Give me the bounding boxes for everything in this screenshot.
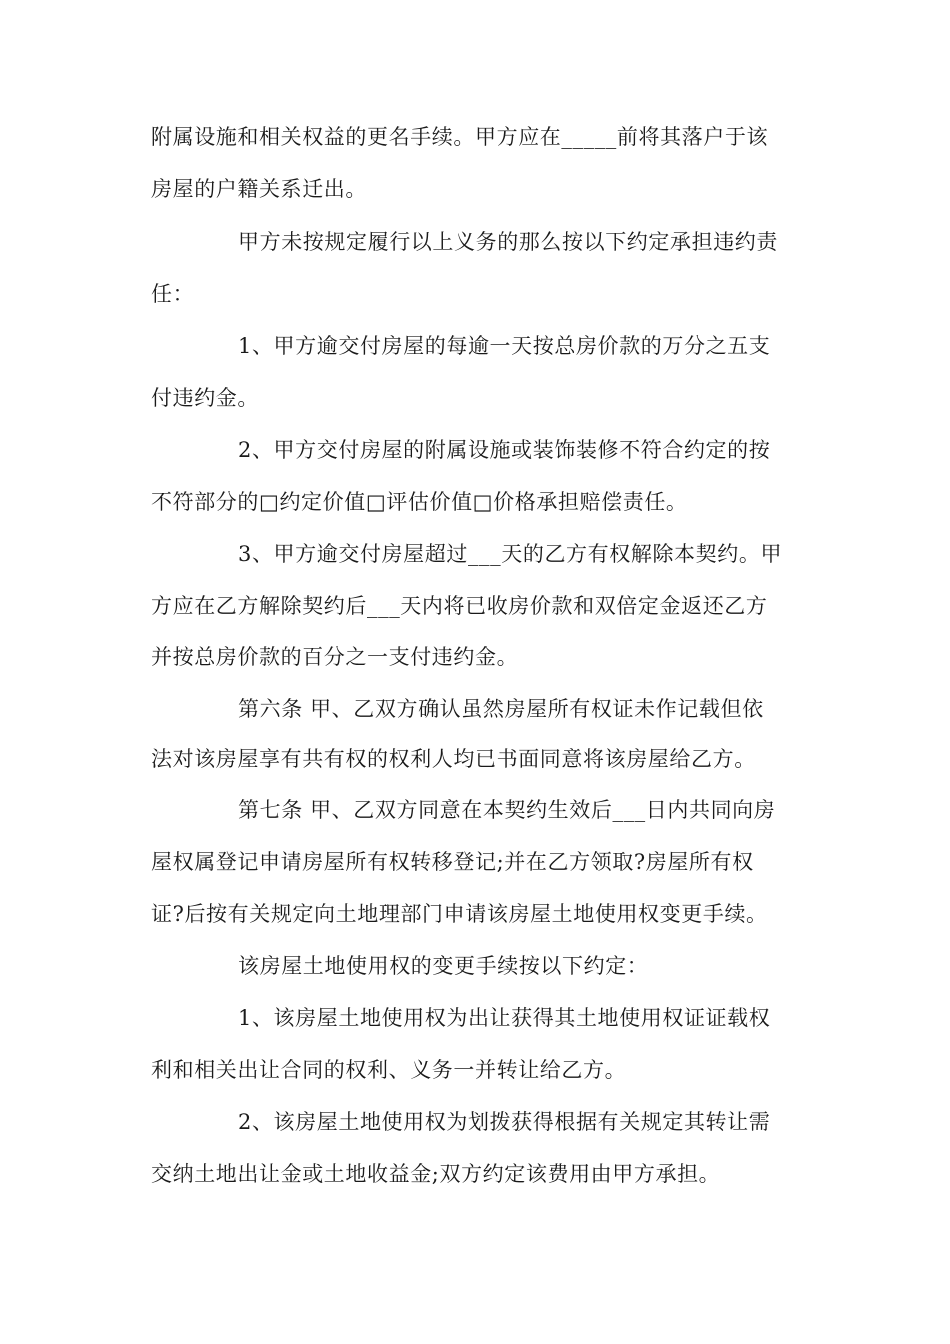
paragraph-line: 屋权属登记申请房屋所有权转移登记;并在乙方领取?房屋所有权	[151, 850, 754, 874]
paragraph-line: 甲方未按规定履行以上义务的那么按以下约定承担违约责	[238, 230, 778, 254]
paragraph-line: 第六条 甲、乙双方确认虽然房屋所有权证未作记载但依	[238, 697, 764, 721]
paragraph-line: 2、甲方交付房屋的附属设施或装饰装修不符合约定的按	[238, 438, 771, 462]
paragraph-line: 3、甲方逾交付房屋超过___天的乙方有权解除本契约。甲	[238, 542, 783, 566]
paragraph-line: 任：	[151, 282, 195, 306]
paragraph-line: 第七条 甲、乙双方同意在本契约生效后___日内共同向房	[238, 798, 776, 822]
paragraph-line: 2、该房屋土地使用权为划拨获得根据有关规定其转让需	[238, 1110, 771, 1134]
paragraph-line: 法对该房屋享有共有权的权利人均已书面同意将该房屋给乙方。	[151, 747, 756, 771]
paragraph-line: 交纳土地出让金或土地收益金;双方约定该费用由甲方承担。	[151, 1162, 721, 1186]
paragraph-line: 方应在乙方解除契约后___天内将已收房价款和双倍定金返还乙方	[151, 594, 768, 618]
paragraph-line: 付违约金。	[151, 386, 259, 410]
paragraph-line: 证?后按有关规定向土地理部门申请该房屋土地使用权变更手续。	[151, 902, 768, 926]
paragraph-line: 并按总房价款的百分之一支付违约金。	[151, 645, 519, 669]
paragraph-line: 1、该房屋土地使用权为出让获得其土地使用权证证载权	[238, 1006, 771, 1030]
paragraph-line: 附属设施和相关权益的更名手续。甲方应在_____前将其落户于该	[151, 125, 769, 149]
paragraph-line: 房屋的户籍关系迁出。	[151, 177, 367, 201]
paragraph-line: 该房屋土地使用权的变更手续按以下约定：	[238, 954, 649, 978]
paragraph-line: 利和相关出让合同的权利、义务一并转让给乙方。	[151, 1058, 627, 1082]
paragraph-line: 1、甲方逾交付房屋的每逾一天按总房价款的万分之五支	[238, 334, 771, 358]
paragraph-line: 不符部分的□约定价值□评估价值□价格承担赔偿责任。	[151, 490, 688, 514]
